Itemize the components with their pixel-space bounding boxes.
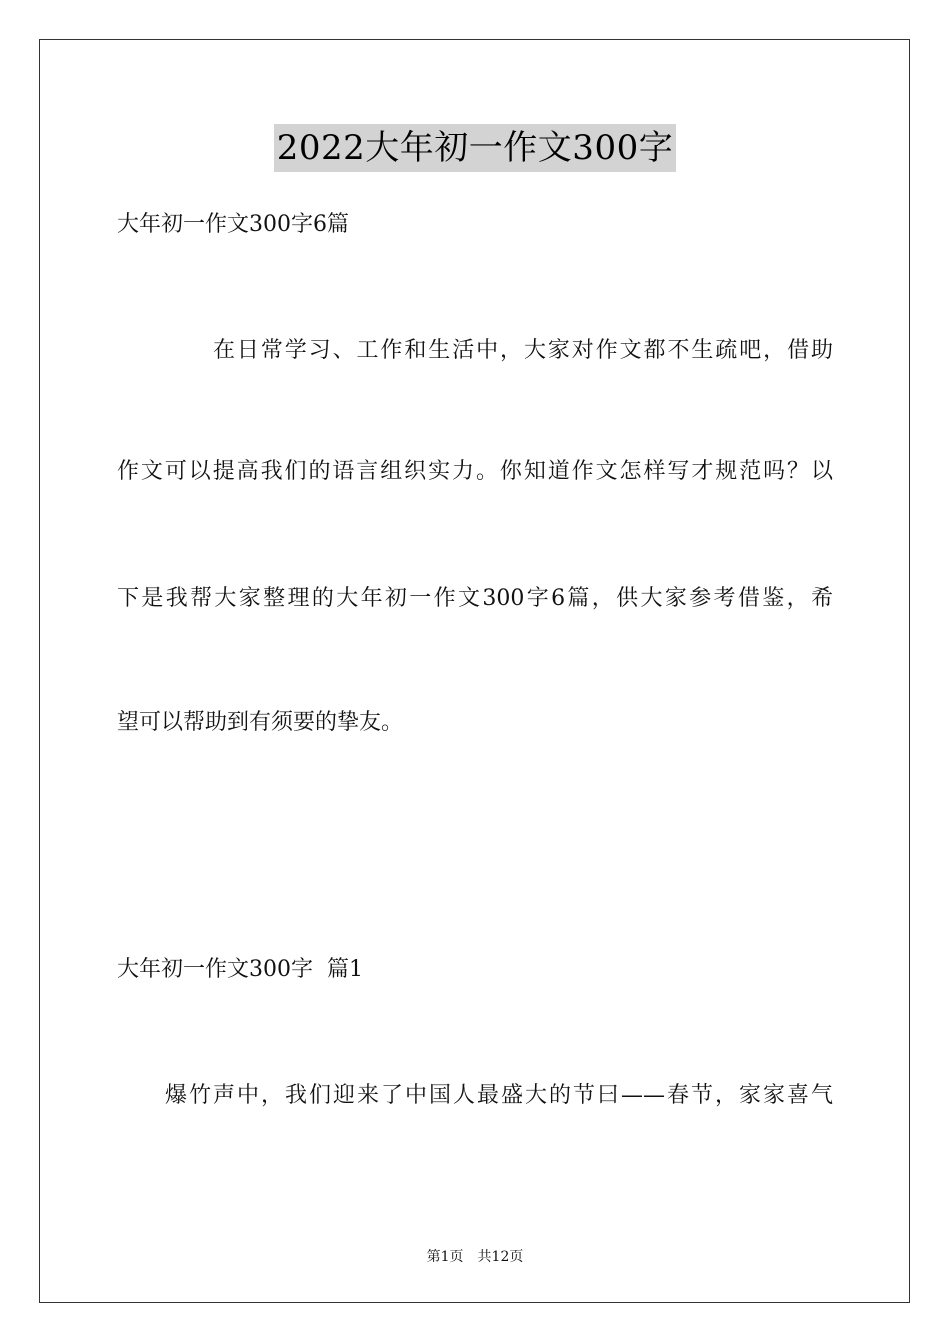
intro-line-1: 在日常学习、工作和生活中，大家对作文都不生疏吧，借助 [213,338,833,363]
title-container [0,124,950,172]
page-footer [0,1247,950,1267]
section-paragraph-line-1: 爆竹声中，我们迎来了中国人最盛大的节曰——春节，家家喜气 [165,1083,833,1108]
intro-line-4: 望可以帮助到有须要的挚友。 [117,710,404,735]
document-title: 2022大年初一作文300字 [274,124,676,172]
section-heading: 大年初一作文300字 篇1 [117,957,363,982]
document-subtitle: 大年初一作文300字6篇 [117,212,349,237]
intro-line-2: 作文可以提高我们的语言组织实力。你知道作文怎样写才规范吗？以 [117,459,833,484]
intro-line-3: 下是我帮大家整理的大年初一作文300字6篇，供大家参考借鉴，希 [117,586,833,611]
page-total: 共12页 [477,1249,524,1265]
page-number: 第1页 [426,1249,464,1265]
